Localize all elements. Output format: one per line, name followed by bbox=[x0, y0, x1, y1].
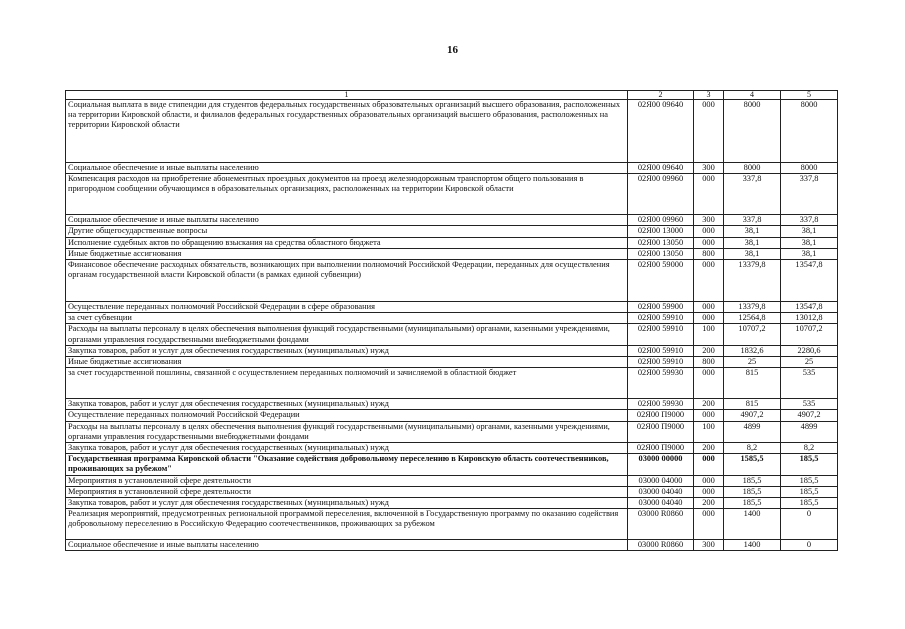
table-row bbox=[66, 313, 838, 324]
row-type-cell: 000 bbox=[694, 100, 724, 163]
row-value-4-cell: 337,8 bbox=[724, 215, 781, 226]
row-name-cell: Иные бюджетные ассигнования bbox=[66, 248, 628, 259]
column-header-2: 2 bbox=[628, 91, 694, 100]
row-name-cell: Расходы на выплаты персоналу в целях обеспечения выполнения функций государственными (муниципальными) органами, казенными учреждениями, органами управления государственными внебюджетными фондами bbox=[66, 324, 628, 345]
row-value-4-cell: 38,1 bbox=[724, 237, 781, 248]
row-value-4-cell: 8,2 bbox=[724, 443, 781, 454]
row-value-4-cell: 25 bbox=[724, 357, 781, 368]
row-code-cell: 02Я00 09640 bbox=[628, 163, 694, 174]
row-value-4-cell: 185,5 bbox=[724, 486, 781, 497]
row-code-cell: 02Я00 59930 bbox=[628, 368, 694, 399]
row-name-cell: Финансовое обеспечение расходных обязательств, возникающих при выполнении полномочий Российской Федерации, переданных для осуществления органам государственной власти Кировской области (в рамках единой субвенции) bbox=[66, 260, 628, 302]
row-type-cell: 000 bbox=[694, 454, 724, 475]
table-row bbox=[66, 260, 838, 302]
row-value-5-cell: 8000 bbox=[781, 163, 838, 174]
table-row bbox=[66, 475, 838, 486]
row-value-5-cell: 185,5 bbox=[781, 486, 838, 497]
row-type-cell: 200 bbox=[694, 399, 724, 410]
row-value-5-cell: 337,8 bbox=[781, 215, 838, 226]
row-name-cell: Реализация мероприятий, предусмотренных региональной программой переселения, включенной в Государственную программу по оказанию содействия добровольному переселению в Российскую Федерацию соотечественников, проживающих за рубежом bbox=[66, 509, 628, 540]
row-code-cell: 02Я00 09960 bbox=[628, 215, 694, 226]
row-value-4-cell: 4899 bbox=[724, 421, 781, 442]
row-type-cell: 000 bbox=[694, 226, 724, 237]
row-value-5-cell: 38,1 bbox=[781, 248, 838, 259]
column-header-1: 1 bbox=[66, 91, 628, 100]
row-type-cell: 000 bbox=[694, 486, 724, 497]
table-row bbox=[66, 345, 838, 356]
row-code-cell: 02Я00 59900 bbox=[628, 302, 694, 313]
table-row bbox=[66, 302, 838, 313]
row-type-cell: 000 bbox=[694, 237, 724, 248]
row-code-cell: 02Я00 09640 bbox=[628, 100, 694, 163]
row-name-cell: Иные бюджетные ассигнования bbox=[66, 357, 628, 368]
row-type-cell: 300 bbox=[694, 540, 724, 551]
row-value-4-cell: 185,5 bbox=[724, 498, 781, 509]
row-value-4-cell: 8000 bbox=[724, 163, 781, 174]
row-name-cell: Другие общегосударственные вопросы bbox=[66, 226, 628, 237]
row-value-4-cell: 8000 bbox=[724, 100, 781, 163]
row-code-cell: 02Я00 59930 bbox=[628, 399, 694, 410]
row-type-cell: 000 bbox=[694, 475, 724, 486]
table-row bbox=[66, 163, 838, 174]
row-value-5-cell: 337,8 bbox=[781, 174, 838, 215]
row-value-5-cell: 13547,8 bbox=[781, 260, 838, 302]
table-row bbox=[66, 443, 838, 454]
row-code-cell: 02Я00 13000 bbox=[628, 226, 694, 237]
row-code-cell: 02Я00 13050 bbox=[628, 237, 694, 248]
row-type-cell: 300 bbox=[694, 163, 724, 174]
table-row bbox=[66, 498, 838, 509]
row-name-cell: Компенсация расходов на приобретение абонементных проездных документов на проезд железнодорожным транспортом общего пользования в пригородном сообщении обучающимся в образовательных организациях, расположенных на территории Кировской области bbox=[66, 174, 628, 215]
row-value-4-cell: 10707,2 bbox=[724, 324, 781, 345]
row-name-cell: Осуществление переданных полномочий Российской Федерации в сфере образования bbox=[66, 302, 628, 313]
row-name-cell: Закупка товаров, работ и услуг для обеспечения государственных (муниципальных) нужд bbox=[66, 345, 628, 356]
row-type-cell: 100 bbox=[694, 421, 724, 442]
row-type-cell: 200 bbox=[694, 498, 724, 509]
row-type-cell: 000 bbox=[694, 260, 724, 302]
table-row bbox=[66, 215, 838, 226]
table-row bbox=[66, 421, 838, 442]
row-code-cell: 02Я00 59000 bbox=[628, 260, 694, 302]
row-value-4-cell: 12564,8 bbox=[724, 313, 781, 324]
row-code-cell: 03000 04040 bbox=[628, 498, 694, 509]
row-type-cell: 000 bbox=[694, 509, 724, 540]
row-type-cell: 100 bbox=[694, 324, 724, 345]
row-value-4-cell: 1832,6 bbox=[724, 345, 781, 356]
row-value-5-cell: 185,5 bbox=[781, 454, 838, 475]
row-value-4-cell: 1585,5 bbox=[724, 454, 781, 475]
row-name-cell: Социальная выплата в виде стипендии для студентов федеральных государственных образовательных организаций высшего образования, расположенных на территории Кировской области, и филиалов федеральных государственных образовательных организаций высшего образования, расположенных на территории Кировской области bbox=[66, 100, 628, 163]
row-type-cell: 800 bbox=[694, 357, 724, 368]
row-type-cell: 000 bbox=[694, 368, 724, 399]
column-header-3: 3 bbox=[694, 91, 724, 100]
row-code-cell: 02Я00 П9000 bbox=[628, 410, 694, 421]
page-number: 16 bbox=[447, 44, 458, 56]
row-value-4-cell: 337,8 bbox=[724, 174, 781, 215]
row-type-cell: 000 bbox=[694, 410, 724, 421]
row-value-5-cell: 8,2 bbox=[781, 443, 838, 454]
row-value-4-cell: 1400 bbox=[724, 509, 781, 540]
table-row bbox=[66, 174, 838, 215]
column-header-5: 5 bbox=[781, 91, 838, 100]
row-value-5-cell: 0 bbox=[781, 540, 838, 551]
row-value-5-cell: 2280,6 bbox=[781, 345, 838, 356]
row-value-4-cell: 13379,8 bbox=[724, 302, 781, 313]
row-name-cell: Социальное обеспечение и иные выплаты населению bbox=[66, 163, 628, 174]
table-row bbox=[66, 100, 838, 163]
row-code-cell: 02Я00 09960 bbox=[628, 174, 694, 215]
row-value-5-cell: 38,1 bbox=[781, 226, 838, 237]
row-name-cell: Расходы на выплаты персоналу в целях обеспечения выполнения функций государственными (муниципальными) органами, казенными учреждениями, органами управления государственными внебюджетными фондами bbox=[66, 421, 628, 442]
row-code-cell: 02Я00 59910 bbox=[628, 324, 694, 345]
row-value-4-cell: 38,1 bbox=[724, 248, 781, 259]
row-value-4-cell: 4907,2 bbox=[724, 410, 781, 421]
row-value-4-cell: 185,5 bbox=[724, 475, 781, 486]
table-row bbox=[66, 368, 838, 399]
table-row bbox=[66, 410, 838, 421]
row-name-cell: Социальное обеспечение и иные выплаты населению bbox=[66, 215, 628, 226]
row-code-cell: 03000 R0860 bbox=[628, 509, 694, 540]
row-value-4-cell: 815 bbox=[724, 368, 781, 399]
table-row bbox=[66, 237, 838, 248]
row-name-cell: Закупка товаров, работ и услуг для обеспечения государственных (муниципальных) нужд bbox=[66, 498, 628, 509]
row-type-cell: 000 bbox=[694, 174, 724, 215]
row-type-cell: 000 bbox=[694, 313, 724, 324]
table-row bbox=[66, 357, 838, 368]
row-value-5-cell: 185,5 bbox=[781, 475, 838, 486]
row-code-cell: 02Я00 П9000 bbox=[628, 443, 694, 454]
table-row bbox=[66, 540, 838, 551]
table-row bbox=[66, 509, 838, 540]
row-value-5-cell: 0 bbox=[781, 509, 838, 540]
row-type-cell: 800 bbox=[694, 248, 724, 259]
row-name-cell: Исполнение судебных актов по обращению взыскания на средства областного бюджета bbox=[66, 237, 628, 248]
row-value-5-cell: 535 bbox=[781, 368, 838, 399]
row-code-cell: 02Я00 59910 bbox=[628, 357, 694, 368]
row-value-5-cell: 535 bbox=[781, 399, 838, 410]
row-code-cell: 02Я00 59910 bbox=[628, 313, 694, 324]
table-row bbox=[66, 486, 838, 497]
row-value-5-cell: 4899 bbox=[781, 421, 838, 442]
row-value-4-cell: 13379,8 bbox=[724, 260, 781, 302]
row-name-cell: Закупка товаров, работ и услуг для обеспечения государственных (муниципальных) нужд bbox=[66, 443, 628, 454]
row-type-cell: 200 bbox=[694, 345, 724, 356]
row-type-cell: 300 bbox=[694, 215, 724, 226]
table-row bbox=[66, 454, 838, 475]
table-row bbox=[66, 324, 838, 345]
row-value-5-cell: 185,5 bbox=[781, 498, 838, 509]
row-code-cell: 02Я00 13050 bbox=[628, 248, 694, 259]
row-value-4-cell: 1400 bbox=[724, 540, 781, 551]
row-value-5-cell: 13012,8 bbox=[781, 313, 838, 324]
row-value-5-cell: 38,1 bbox=[781, 237, 838, 248]
row-name-cell: Социальное обеспечение и иные выплаты населению bbox=[66, 540, 628, 551]
row-type-cell: 200 bbox=[694, 443, 724, 454]
row-name-cell: за счет государственной пошлины, связанной с осуществлением переданных полномочий и зачисляемой в областной бюджет bbox=[66, 368, 628, 399]
row-code-cell: 03000 00000 bbox=[628, 454, 694, 475]
row-type-cell: 000 bbox=[694, 302, 724, 313]
table-header-row bbox=[66, 91, 838, 100]
row-name-cell: Мероприятия в установленной сфере деятельности bbox=[66, 475, 628, 486]
row-code-cell: 03000 04000 bbox=[628, 475, 694, 486]
row-code-cell: 02Я00 59910 bbox=[628, 345, 694, 356]
row-value-5-cell: 10707,2 bbox=[781, 324, 838, 345]
table-row bbox=[66, 399, 838, 410]
row-value-5-cell: 8000 bbox=[781, 100, 838, 163]
table-row bbox=[66, 248, 838, 259]
row-name-cell: Осуществление переданных полномочий Российской Федерации bbox=[66, 410, 628, 421]
row-value-4-cell: 38,1 bbox=[724, 226, 781, 237]
row-value-5-cell: 13547,8 bbox=[781, 302, 838, 313]
row-name-cell: за счет субвенции bbox=[66, 313, 628, 324]
column-header-4: 4 bbox=[724, 91, 781, 100]
table-row bbox=[66, 226, 838, 237]
budget-table bbox=[65, 90, 838, 551]
row-name-cell: Мероприятия в установленной сфере деятельности bbox=[66, 486, 628, 497]
row-code-cell: 03000 04040 bbox=[628, 486, 694, 497]
row-value-5-cell: 25 bbox=[781, 357, 838, 368]
row-name-cell: Государственная программа Кировской области "Оказание содействия добровольному переселению в Кировскую область соотечественников, проживающих за рубежом" bbox=[66, 454, 628, 475]
row-value-4-cell: 815 bbox=[724, 399, 781, 410]
row-code-cell: 03000 R0860 bbox=[628, 540, 694, 551]
row-code-cell: 02Я00 П9000 bbox=[628, 421, 694, 442]
row-value-5-cell: 4907,2 bbox=[781, 410, 838, 421]
row-name-cell: Закупка товаров, работ и услуг для обеспечения государственных (муниципальных) нужд bbox=[66, 399, 628, 410]
